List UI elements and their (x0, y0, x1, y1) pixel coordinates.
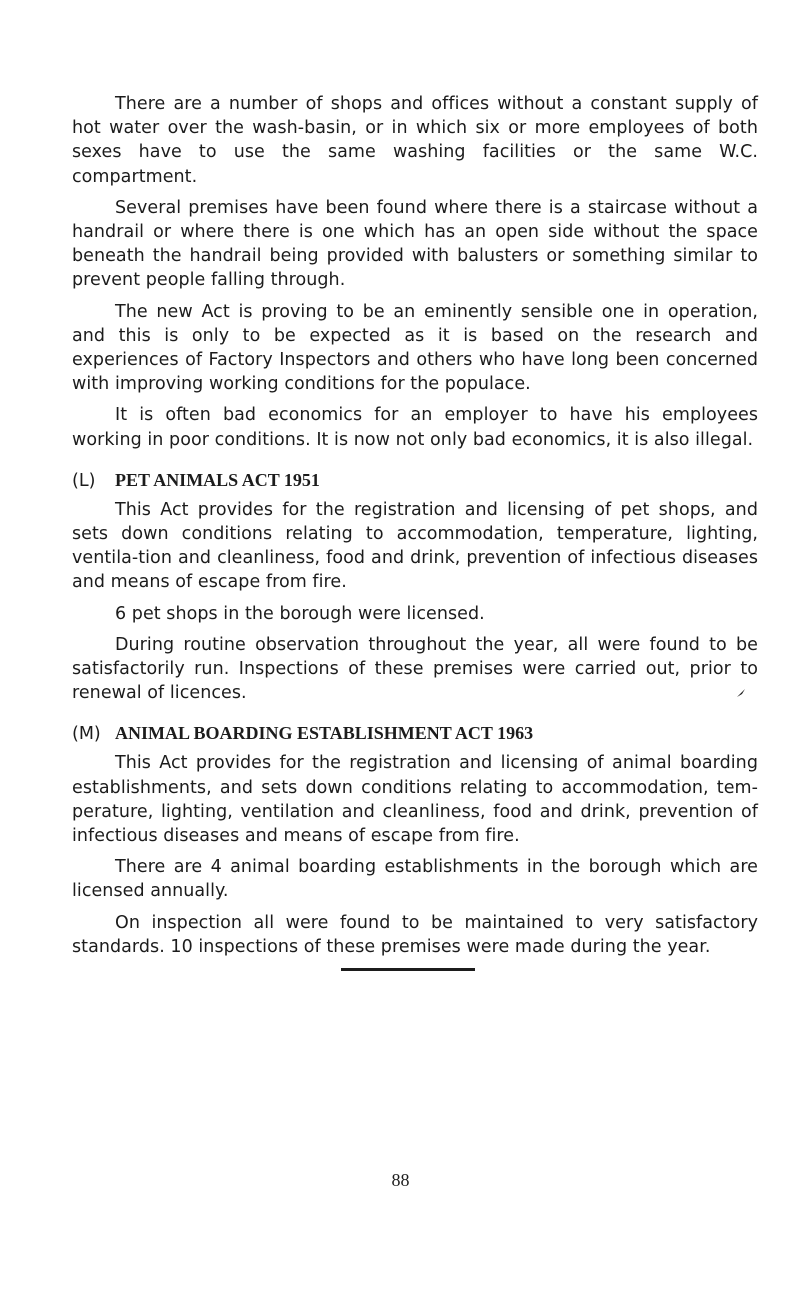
section-title: ANIMAL BOARDING ESTABLISHMENT ACT 1963 (115, 723, 534, 744)
paragraph-pet-routine-observation: During routine observation throughout the year, all were found to be satisfactorily run. Inspections of these premises were carried out, prior to renewal of licences. (72, 634, 758, 704)
paragraph-bad-economics: It is often bad economics for an employer to have his employees working in poor conditions. It is now not only bad economics, it is also illegal. (72, 405, 758, 450)
paragraph-boarding-act-provides: This Act provides for the registration and licensing of animal boarding establishments, and sets down conditions relating to accommodation, tem-perature, lighting, ventilation and cleanliness, food and drink, prevention of infectious diseases and means of escape from fire. (72, 753, 758, 847)
section-letter: (M) (72, 724, 101, 745)
section-heading-animal-boarding (72, 721, 758, 746)
paragraph-new-act: The new Act is proving to be an eminently sensible one in operation, and this is only to be expected as it is based on the research and experiences of Factory Inspectors and others who have long been concerned with improving working conditions for the populace. (72, 301, 758, 395)
section-heading-pet-animals (72, 468, 758, 493)
paragraph-pet-act-provides: This Act provides for the registration and licensing of pet shops, and sets down conditions relating to accommodation, temperature, lighting, ventila-tion and cleanliness, food and drink, prevention of infectious diseases and means of escape from fire. (72, 499, 758, 593)
paragraph-boarding-count: There are 4 animal boarding establishments in the borough which are licensed annually. (72, 857, 758, 902)
paragraph-boarding-inspection: On inspection all were found to be maintained to very satisfactory standards. 10 inspections of these premises were made during the year. (72, 912, 758, 957)
paragraph-pet-shops-licensed: 6 pet shops in the borough were licensed. (115, 603, 485, 624)
section-letter: (L) (72, 470, 96, 491)
page-body (72, 92, 758, 966)
section-divider (341, 968, 475, 971)
ink-mark-icon (736, 688, 746, 698)
section-title: PET ANIMALS ACT 1951 (115, 469, 320, 490)
page-number: 88 (391, 1170, 410, 1190)
paragraph-hot-water: There are a number of shops and offices without a constant supply of hot water over the wash-basin, or in which six or more employees of both sexes have to use the same washing facilities or the same W.C. compartment. (72, 94, 758, 187)
paragraph-staircase: Several premises have been found where there is a staircase without a handrail or where there is one which has an open side without the space beneath the handrail being provided with balusters or something similar to prevent people falling through. (72, 197, 758, 291)
